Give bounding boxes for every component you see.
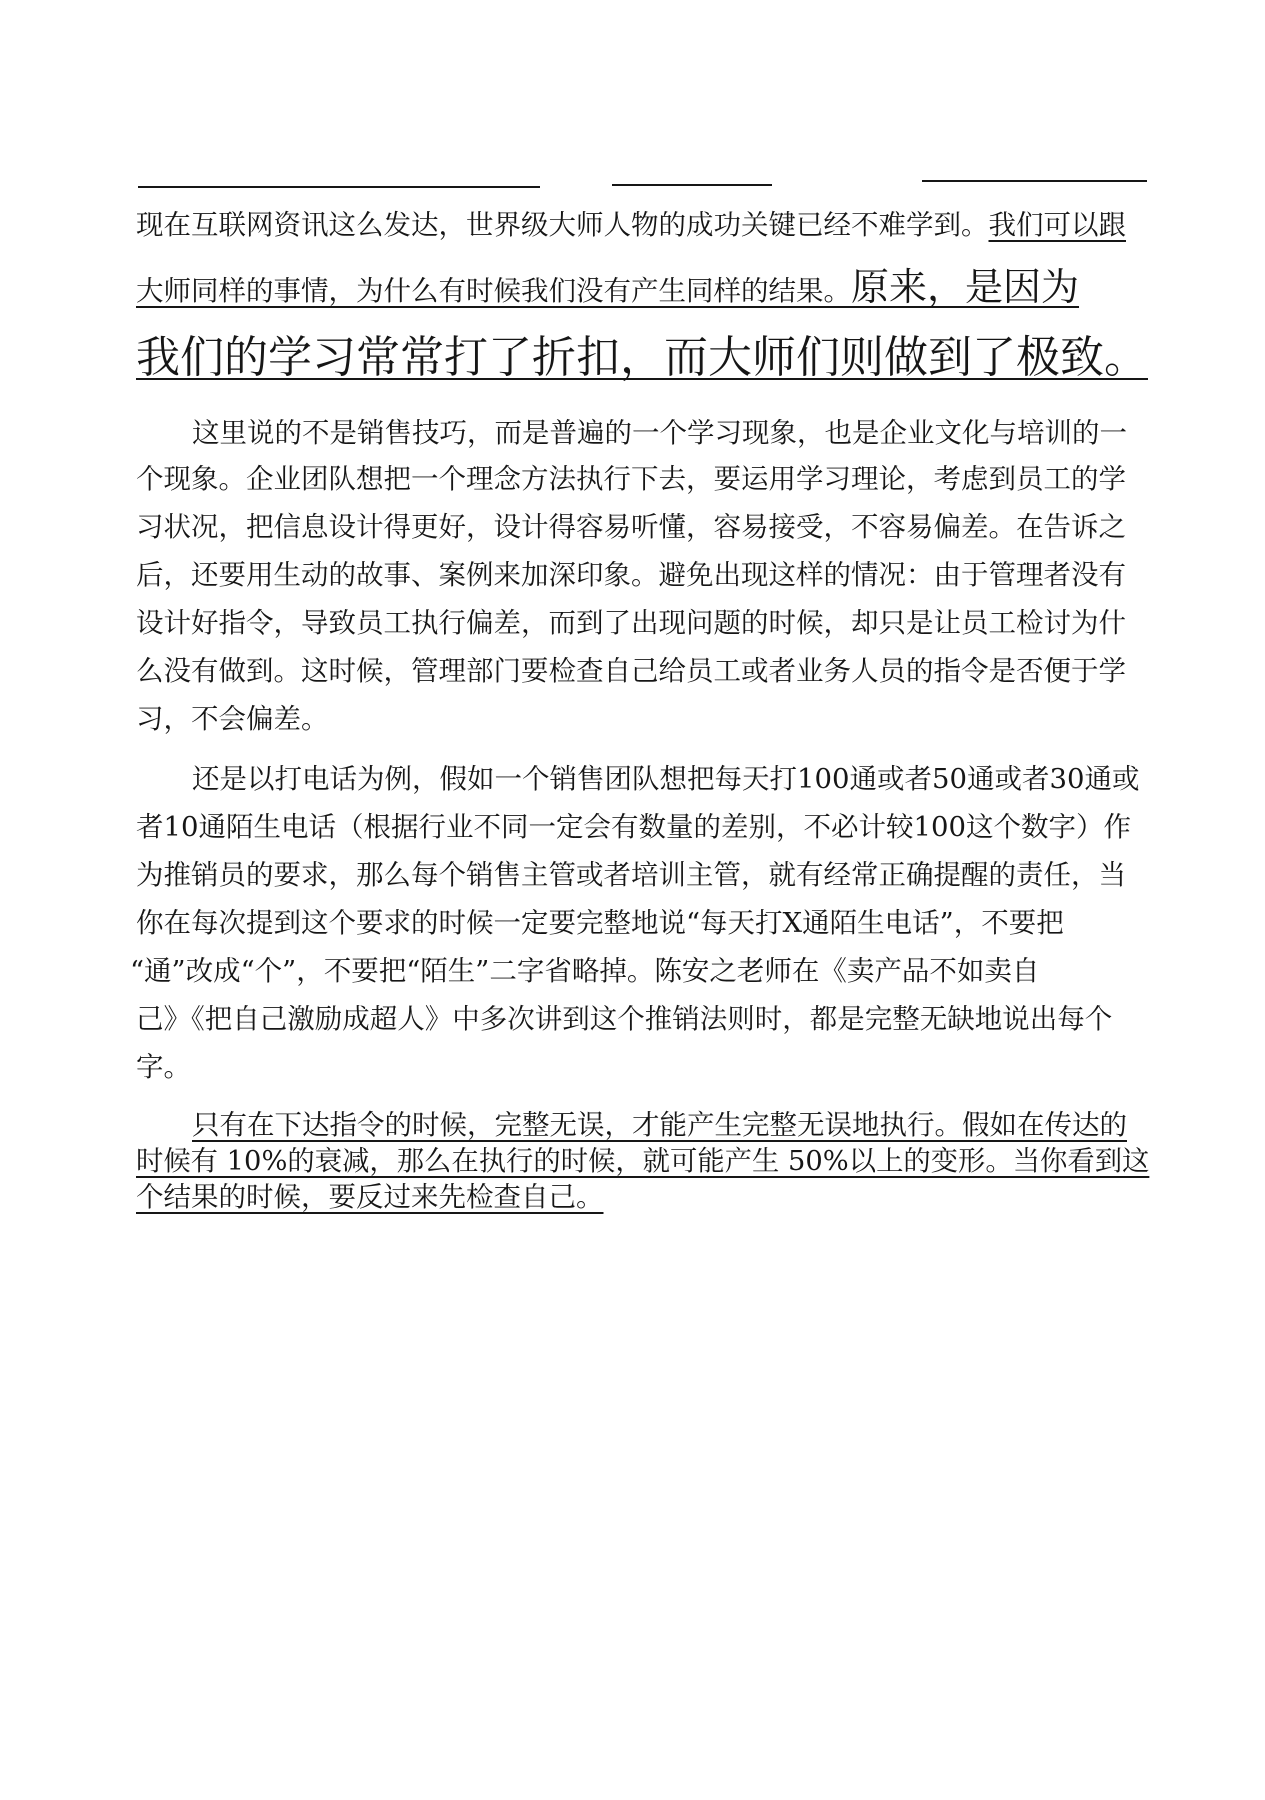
intro-line-2-big: 原来，是因为 [851,265,1080,309]
top-rule-right [922,180,1147,182]
intro-line-2-small: 大师同样的事情，为什么有时候我们没有产生同样的结果。 [136,275,851,307]
paragraph-2-line: 你在每次提到这个要求的时候一定要完整地说“每天打X通陌生电话”，不要把 [136,907,1064,939]
intro-line-1 [136,209,1126,241]
paragraph-2-line: “通”改成“个”，不要把“陌生”二字省略掉。陈安之老师在《卖产品不如卖自 [130,955,1040,987]
top-rule-middle [612,184,772,186]
paragraph-1-line: 么没有做到。这时候，管理部门要检查自己给员工或者业务人员的指令是否便于学 [136,655,1126,687]
paragraph-2-line: 字。 [136,1051,191,1083]
paragraph-1-line: 设计好指令，导致员工执行偏差，而到了出现问题的时候，却只是让员工检讨为什 [136,607,1126,639]
paragraph-3-line: 只有在下达指令的时候，完整无误，才能产生完整无误地执行。假如在传达的 [192,1109,1127,1141]
paragraph-1-line: 习状况，把信息设计得更好，设计得容易听懂，容易接受，不容易偏差。在告诉之 [136,511,1126,543]
paragraph-2-line: 为推销员的要求，那么每个销售主管或者培训主管，就有经常正确提醒的责任，当 [136,859,1126,891]
paragraph-3-line: 个结果的时候，要反过来先检查自己。 [136,1181,604,1213]
intro-line-1-plain: 现在互联网资讯这么发达，世界级大师人物的成功关键已经不难学到。 [136,209,989,241]
paragraph-2-line: 者10通陌生电话（根据行业不同一定会有数量的差别，不必计较100这个数字）作 [136,811,1131,843]
paragraph-1-line: 后，还要用生动的故事、案例来加深印象。避免出现这样的情况：由于管理者没有 [136,559,1126,591]
paragraph-3-line: 时候有 10%的衰减，那么在执行的时候，就可能产生 50%以上的变形。当你看到这 [136,1146,1150,1177]
paragraph-2-line: 己》《把自己激励成超人》中多次讲到这个推销法则时，都是完整无缺地说出每个 [136,1003,1113,1035]
paragraph-1-line: 个现象。企业团队想把一个理念方法执行下去，要运用学习理论，考虑到员工的学 [136,463,1126,495]
intro-line-1-underlined: 我们可以跟 [988,209,1126,241]
paragraph-1-line: 这里说的不是销售技巧，而是普遍的一个学习现象，也是企业文化与培训的一 [192,417,1127,449]
intro-line-3: 我们的学习常常打了折扣，而大师们则做到了极致。 [136,332,1148,383]
top-rule-left [138,186,540,188]
intro-line-2 [136,265,1080,309]
paragraph-2-line: 还是以打电话为例，假如一个销售团队想把每天打100通或者50通或者30通或 [192,763,1140,795]
paragraph-1-line: 习，不会偏差。 [136,703,329,735]
